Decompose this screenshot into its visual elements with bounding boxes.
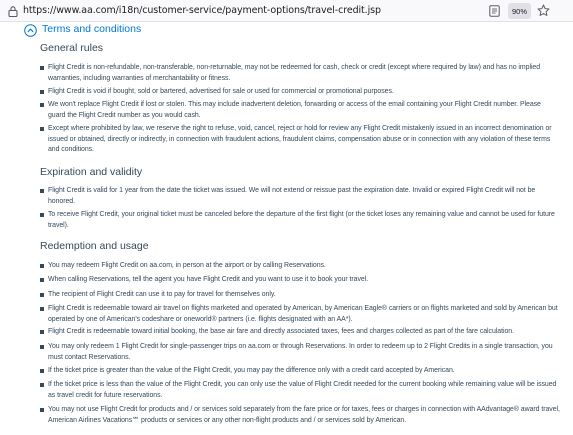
bullet-icon: [40, 90, 44, 94]
list-item-text: Flight Credit is void if bought, sold or bartered, advertised for sale or used for commercial or promotional purposes.: [48, 88, 394, 95]
section-heading-redemption: Redemption and usage: [40, 240, 149, 252]
accordion-title[interactable]: Terms and conditions: [42, 23, 142, 35]
bullet-icon: [40, 345, 44, 349]
list-item: [40, 186, 560, 207]
list-item: [40, 380, 560, 401]
chevron-up-icon[interactable]: [24, 24, 37, 37]
bullet-icon: [40, 189, 44, 193]
list-item-text: Flight Credit is redeemable toward air travel on flights marketed and operated by American, by American Eagle® carriers or on flights marketed and sold by American but operated by one of American's codeshare or oneworld® partners (i.e. flights designated with an AA*).: [48, 305, 558, 323]
url-bar[interactable]: https://www.aa.com/i18n/customer-service/payment-options/travel-credit.jsp: [23, 5, 381, 16]
bullet-icon: [40, 293, 44, 297]
list-item-text: You may redeem Flight Credit on aa.com, in person at the airport or by calling Reservations.: [48, 262, 326, 269]
bullet-icon: [40, 369, 44, 373]
list-item-text: You may only redeem 1 Flight Credit for single-passenger trips on aa.com or through Reservations. In order to redeem up to 2 Flight Credits in a single transaction, you must contact Reservations.: [48, 343, 553, 361]
reader-view-icon[interactable]: [489, 5, 500, 17]
list-item: [40, 100, 560, 121]
list-item-text: We won't replace Flight Credit if lost or stolen. This may include inadvertent deletion, forwarding or access of the email containing your Flight Credit number. Please guard the Flight Credit number as you would cash.: [48, 101, 541, 119]
terms-accordion-toggle[interactable]: [24, 23, 564, 39]
bookmark-star-icon[interactable]: [537, 4, 550, 17]
bullet-icon: [40, 213, 44, 217]
browser-toolbar: [0, 0, 573, 22]
bullet-icon: [40, 127, 44, 131]
list-item-text: You may not use Flight Credit for products and / or services sold separately from the fare price or for taxes, fees or charges in connection with AAdvantage® award travel, American Airlines Vacations℠ products or services or any other non-flight products and / or services sold by American.: [48, 406, 560, 424]
list-item: [40, 87, 560, 98]
bullet-icon: [40, 66, 44, 70]
list-item: [40, 342, 560, 363]
list-item-text: Flight Credit is non-refundable, non-transferable, non-returnable, may not be redeemed for cash, check or credit (except where required by law) and has no implied warranties, including warranties of merchantability or fitness.: [48, 64, 541, 82]
list-item: [40, 304, 560, 325]
list-item-text: Except where prohibited by law, we reserve the right to refuse, void, cancel, reject or hold for review any Flight Credit mistakenly issued in an incorrect denomination or issued or obtained, directly or indirectly, in connection with fraudulent actions, fraudulent claims, compensation abuse or in connection with any violation of these terms and conditions.: [48, 125, 552, 153]
bullet-icon: [40, 330, 44, 334]
lock-icon[interactable]: [7, 5, 19, 17]
list-item: [40, 405, 560, 426]
section-heading-general-rules: General rules: [40, 42, 104, 54]
list-item: [40, 63, 560, 84]
list-item: [40, 366, 560, 377]
list-item-text: The recipient of Flight Credit can use it to pay for travel for themselves only.: [48, 291, 276, 298]
list-item-text: If the ticket price is greater than the value of the Flight Credit, you may pay the difference only with a credit card accepted by American.: [48, 367, 455, 374]
bullet-icon: [40, 264, 44, 268]
list-item-text: To receive Flight Credit, your original ticket must be canceled before the departure of the first flight (or the ticket loses any remaining value and cannot be used for future travel).: [48, 211, 555, 229]
list-item: [40, 290, 560, 301]
list-item-text: Flight Credit is redeemable toward initial booking, the base air fare and directly associated taxes, fees and charges collected as part of the fare calculation.: [48, 328, 514, 335]
list-item-text: When calling Reservations, tell the agent you have Flight Credit and you want to use it to book your travel.: [48, 276, 369, 283]
list-item: [40, 327, 560, 338]
bullet-icon: [40, 307, 44, 311]
list-item-text: If the ticket price is less than the value of the Flight Credit, you can only use the value of Flight Credit needed for the current booking while remaining value will be issued as travel credit for future reservations.: [48, 381, 557, 399]
list-item-text: Flight Credit is valid for 1 year from the date the ticket was issued. We will not extend or reissue past the expiration date. Invalid or expired Flight Credit will not be honored.: [48, 187, 536, 205]
bullet-icon: [40, 383, 44, 387]
bullet-icon: [40, 278, 44, 282]
bullet-icon: [40, 408, 44, 412]
list-item: [40, 210, 560, 231]
bullet-icon: [40, 103, 44, 107]
list-item: [40, 124, 560, 156]
zoom-level-button[interactable]: 90%: [508, 3, 531, 19]
list-item: [40, 275, 560, 286]
list-item: [40, 261, 560, 272]
section-heading-expiration: Expiration and validity: [40, 166, 143, 178]
